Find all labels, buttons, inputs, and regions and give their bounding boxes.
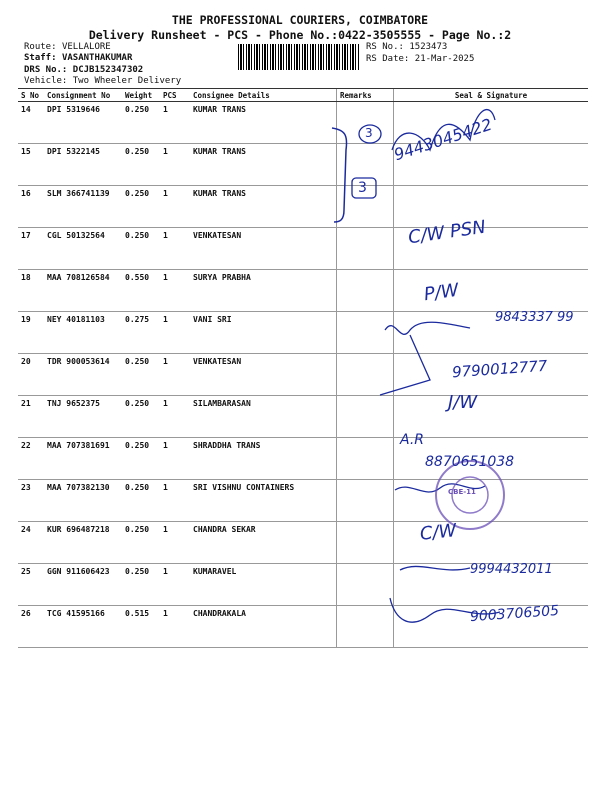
cell-consignment-no: NEY 40181103 bbox=[44, 312, 122, 354]
handwriting-phone-6: 9003706505 bbox=[469, 602, 560, 626]
col-weight: Weight bbox=[122, 89, 160, 102]
cell-sno: 24 bbox=[18, 522, 44, 564]
rs-no-label: RS No.: bbox=[366, 42, 404, 52]
cell-consignment-no: KUR 696487218 bbox=[44, 522, 122, 564]
handwriting-phone-5: 9994432011 bbox=[470, 562, 553, 577]
col-sno: S No bbox=[18, 89, 44, 102]
route-value: VELLALORE bbox=[61, 42, 111, 52]
cell-consignment-no: MAA 707382130 bbox=[44, 480, 122, 522]
cell-pcs: 1 bbox=[160, 102, 190, 144]
col-signature: Seal & Signature bbox=[394, 89, 589, 102]
cell-consignee: KUMAR TRANS bbox=[190, 102, 337, 144]
cell-consignee: SILAMBARASAN bbox=[190, 396, 337, 438]
drs-value: DCJB152347302 bbox=[72, 65, 144, 75]
handwriting-phone-2: 9843337 99 bbox=[495, 310, 574, 325]
cell-sno: 14 bbox=[18, 102, 44, 144]
cell-consignee: CHANDRAKALA bbox=[190, 606, 337, 648]
rs-date-label: RS Date: bbox=[366, 54, 410, 64]
cell-pcs: 1 bbox=[160, 480, 190, 522]
cell-consignment-no: TNJ 9652375 bbox=[44, 396, 122, 438]
cell-pcs: 1 bbox=[160, 522, 190, 564]
cell-sno: 23 bbox=[18, 480, 44, 522]
cell-pcs: 1 bbox=[160, 606, 190, 648]
cell-sno: 17 bbox=[18, 228, 44, 270]
cell-weight: 0.250 bbox=[122, 186, 160, 228]
cell-weight: 0.250 bbox=[122, 144, 160, 186]
cell-weight: 0.250 bbox=[122, 228, 160, 270]
cell-consignee: SURYA PRABHA bbox=[190, 270, 337, 312]
handwriting-name: A.R bbox=[400, 432, 425, 448]
vehicle-type: Vehicle: Two Wheeler Delivery bbox=[24, 76, 182, 86]
cell-sno: 25 bbox=[18, 564, 44, 606]
cell-pcs: 1 bbox=[160, 312, 190, 354]
cell-sno: 15 bbox=[18, 144, 44, 186]
cell-weight: 0.250 bbox=[122, 102, 160, 144]
cell-consignment-no: GGN 911606423 bbox=[44, 564, 122, 606]
route-label: Route: bbox=[24, 42, 57, 52]
handwriting-phone-3: 9790012777 bbox=[451, 356, 548, 382]
cell-consignee: KUMAR TRANS bbox=[190, 144, 337, 186]
cell-consignee: CHANDRA SEKAR bbox=[190, 522, 337, 564]
staff-label: Staff: bbox=[24, 53, 57, 63]
handwriting-cw-2: C/W bbox=[419, 520, 458, 545]
cell-pcs: 1 bbox=[160, 564, 190, 606]
cell-weight: 0.250 bbox=[122, 564, 160, 606]
cell-pcs: 1 bbox=[160, 396, 190, 438]
col-consignment: Consignment No bbox=[44, 89, 122, 102]
remark-3-b: 3 bbox=[358, 180, 367, 196]
cell-consignment-no: DPI 5322145 bbox=[44, 144, 122, 186]
cell-weight: 0.250 bbox=[122, 438, 160, 480]
cell-sno: 20 bbox=[18, 354, 44, 396]
cell-pcs: 1 bbox=[160, 270, 190, 312]
cell-consignee: VENKATESAN bbox=[190, 228, 337, 270]
cell-weight: 0.250 bbox=[122, 522, 160, 564]
remarks-bracket bbox=[332, 128, 347, 222]
handwriting-jw: J/W bbox=[448, 392, 478, 413]
cell-pcs: 1 bbox=[160, 186, 190, 228]
cell-consignment-no: DPI 5319646 bbox=[44, 102, 122, 144]
cell-weight: 0.550 bbox=[122, 270, 160, 312]
signature-arrow bbox=[380, 335, 430, 395]
cell-consignee: VANI SRI bbox=[190, 312, 337, 354]
sheet-title: Delivery Runsheet - PCS - Phone No.:0422-3505555 - Page No.:2 bbox=[88, 28, 512, 42]
cell-consignment-no: SLM 366741139 bbox=[44, 186, 122, 228]
handwriting-phone-1: 9443045422 bbox=[391, 114, 495, 165]
cell-sno: 16 bbox=[18, 186, 44, 228]
cell-consignee: SRI VISHNU CONTAINERS bbox=[190, 480, 337, 522]
cell-weight: 0.250 bbox=[122, 480, 160, 522]
handwriting-pw: P/W bbox=[422, 279, 461, 306]
cell-consignment-no: MAA 708126584 bbox=[44, 270, 122, 312]
stamp-code: CBE-11 bbox=[448, 488, 476, 496]
col-pcs: PCS bbox=[160, 89, 190, 102]
cell-consignee: VENKATESAN bbox=[190, 354, 337, 396]
company-name: THE PROFESSIONAL COURIERS, COIMBATORE bbox=[171, 13, 429, 27]
cell-sno: 22 bbox=[18, 438, 44, 480]
cell-sno: 26 bbox=[18, 606, 44, 648]
cell-sno: 18 bbox=[18, 270, 44, 312]
cell-weight: 0.250 bbox=[122, 396, 160, 438]
cell-weight: 0.275 bbox=[122, 312, 160, 354]
signature-scribble-2 bbox=[385, 322, 470, 334]
cell-consignee: KUMAR TRANS bbox=[190, 186, 337, 228]
signature-scribble-5 bbox=[400, 566, 470, 570]
col-remarks: Remarks bbox=[337, 89, 394, 102]
cell-weight: 0.250 bbox=[122, 354, 160, 396]
cell-sno: 19 bbox=[18, 312, 44, 354]
remark-3-a: 3 bbox=[365, 126, 373, 140]
cell-consignment-no: MAA 707381691 bbox=[44, 438, 122, 480]
handwriting-phone-4: 8870651038 bbox=[425, 454, 515, 470]
col-consignee: Consignee Details bbox=[190, 89, 337, 102]
staff-value: VASANTHAKUMAR bbox=[61, 53, 133, 63]
rs-date-value: 21-Mar-2025 bbox=[414, 54, 475, 64]
cell-pcs: 1 bbox=[160, 438, 190, 480]
cell-pcs: 1 bbox=[160, 228, 190, 270]
cell-pcs: 1 bbox=[160, 144, 190, 186]
cell-consignment-no: TCG 41595166 bbox=[44, 606, 122, 648]
handwriting-cw-1: C/W PSN bbox=[406, 216, 487, 249]
cell-consignment-no: CGL 50132564 bbox=[44, 228, 122, 270]
cell-consignment-no: TDR 900053614 bbox=[44, 354, 122, 396]
cell-pcs: 1 bbox=[160, 354, 190, 396]
rs-no-value: 1523473 bbox=[409, 42, 448, 52]
cell-sno: 21 bbox=[18, 396, 44, 438]
drs-label: DRS No.: bbox=[24, 65, 68, 75]
cell-weight: 0.515 bbox=[122, 606, 160, 648]
cell-consignee: KUMARAVEL bbox=[190, 564, 337, 606]
cell-consignee: SHRADDHA TRANS bbox=[190, 438, 337, 480]
